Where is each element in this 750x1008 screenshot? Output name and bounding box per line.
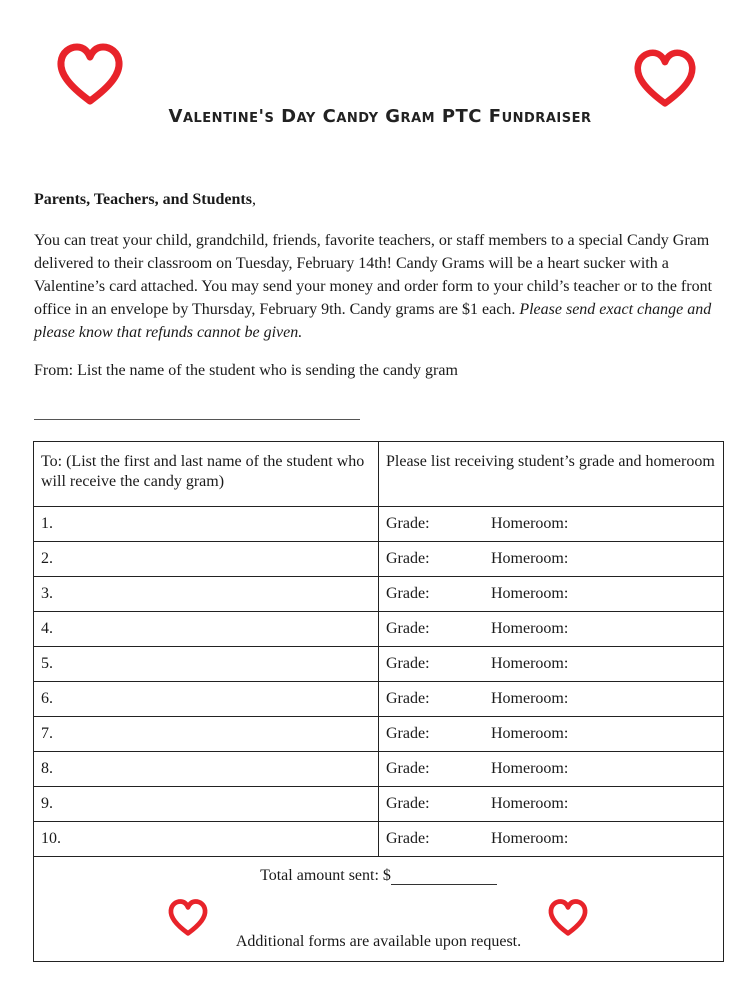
- recipient-name-cell[interactable]: 1.: [34, 507, 379, 542]
- grade-label: Grade:: [386, 585, 430, 602]
- table-row: [34, 752, 724, 787]
- order-table: [33, 441, 724, 962]
- grade-homeroom-cell[interactable]: [379, 542, 724, 577]
- table-row: [34, 682, 724, 717]
- homeroom-label: Homeroom:: [491, 620, 569, 637]
- grade-homeroom-column-header: Please list receiving student’s grade and homeroom: [379, 442, 724, 507]
- recipient-name-cell[interactable]: 4.: [34, 612, 379, 647]
- salutation: Parents, Teachers, and Students,: [34, 191, 256, 208]
- grade-label: Grade:: [386, 550, 430, 567]
- homeroom-label: Homeroom:: [491, 760, 569, 777]
- grade-label: Grade:: [386, 795, 430, 812]
- homeroom-label: Homeroom:: [491, 795, 569, 812]
- grade-label: Grade:: [386, 760, 430, 777]
- additional-forms-note: Additional forms are available upon request.: [235, 933, 522, 950]
- table-row: [34, 647, 724, 682]
- table-row: [34, 507, 724, 542]
- recipient-name-cell[interactable]: 10.: [34, 822, 379, 857]
- grade-homeroom-cell[interactable]: [379, 787, 724, 822]
- grade-homeroom-cell[interactable]: [379, 647, 724, 682]
- heart-icon: [633, 49, 697, 109]
- table-row: [34, 787, 724, 822]
- intro-text: You can treat your child, grandchild, friends, favorite teachers, or staff members to a special Candy Gram delivered to their classroom on Tuesday, February 14th! Candy Grams will be a heart sucker with a Valentine’s card attached. You may send your money and order form to your child’s teacher or to the front office in an envelope by Thursday, February 9th. Candy grams are $1 each.: [34, 232, 713, 318]
- grade-homeroom-cell[interactable]: [379, 507, 724, 542]
- table-footer: [34, 857, 724, 962]
- grade-label: Grade:: [386, 620, 430, 637]
- homeroom-label: Homeroom:: [491, 690, 569, 707]
- homeroom-label: Homeroom:: [491, 725, 569, 742]
- from-label: From: List the name of the student who is sending the candy gram: [34, 362, 458, 379]
- recipient-name-cell[interactable]: 3.: [34, 577, 379, 612]
- homeroom-label: Homeroom:: [491, 830, 569, 847]
- intro-paragraph: [34, 229, 718, 344]
- homeroom-label: Homeroom:: [491, 515, 569, 532]
- recipient-column-header: To: (List the first and last name of the student who will receive the candy gram): [34, 442, 379, 507]
- grade-label: Grade:: [386, 515, 430, 532]
- recipient-name-cell[interactable]: 9.: [34, 787, 379, 822]
- homeroom-label: Homeroom:: [491, 585, 569, 602]
- table-row: [34, 577, 724, 612]
- recipient-name-cell[interactable]: 2.: [34, 542, 379, 577]
- grade-homeroom-cell[interactable]: [379, 682, 724, 717]
- refund-note: Please send exact change and please know that refunds cannot be given.: [34, 301, 712, 341]
- table-row: [34, 822, 724, 857]
- homeroom-label: Homeroom:: [491, 550, 569, 567]
- homeroom-label: Homeroom:: [491, 655, 569, 672]
- recipient-name-cell[interactable]: 5.: [34, 647, 379, 682]
- grade-label: Grade:: [386, 655, 430, 672]
- heart-icon: [168, 899, 208, 937]
- grade-label: Grade:: [386, 830, 430, 847]
- grade-label: Grade:: [386, 690, 430, 707]
- recipient-name-cell[interactable]: 6.: [34, 682, 379, 717]
- table-row: [34, 612, 724, 647]
- grade-homeroom-cell[interactable]: [379, 822, 724, 857]
- table-row: [34, 542, 724, 577]
- grade-label: Grade:: [386, 725, 430, 742]
- total-amount-blank[interactable]: [391, 868, 497, 885]
- grade-homeroom-cell[interactable]: [379, 717, 724, 752]
- recipient-name-cell[interactable]: 7.: [34, 717, 379, 752]
- heart-icon: [548, 899, 588, 937]
- grade-homeroom-cell[interactable]: [379, 577, 724, 612]
- page-title: Valentine's Day Candy Gram PTC Fundraiser: [168, 106, 592, 127]
- total-amount: Total amount sent: $: [34, 867, 723, 885]
- grade-homeroom-cell[interactable]: [379, 612, 724, 647]
- recipient-name-cell[interactable]: 8.: [34, 752, 379, 787]
- heart-icon: [56, 43, 124, 107]
- table-row: [34, 717, 724, 752]
- from-name-line[interactable]: [34, 419, 360, 420]
- grade-homeroom-cell[interactable]: [379, 752, 724, 787]
